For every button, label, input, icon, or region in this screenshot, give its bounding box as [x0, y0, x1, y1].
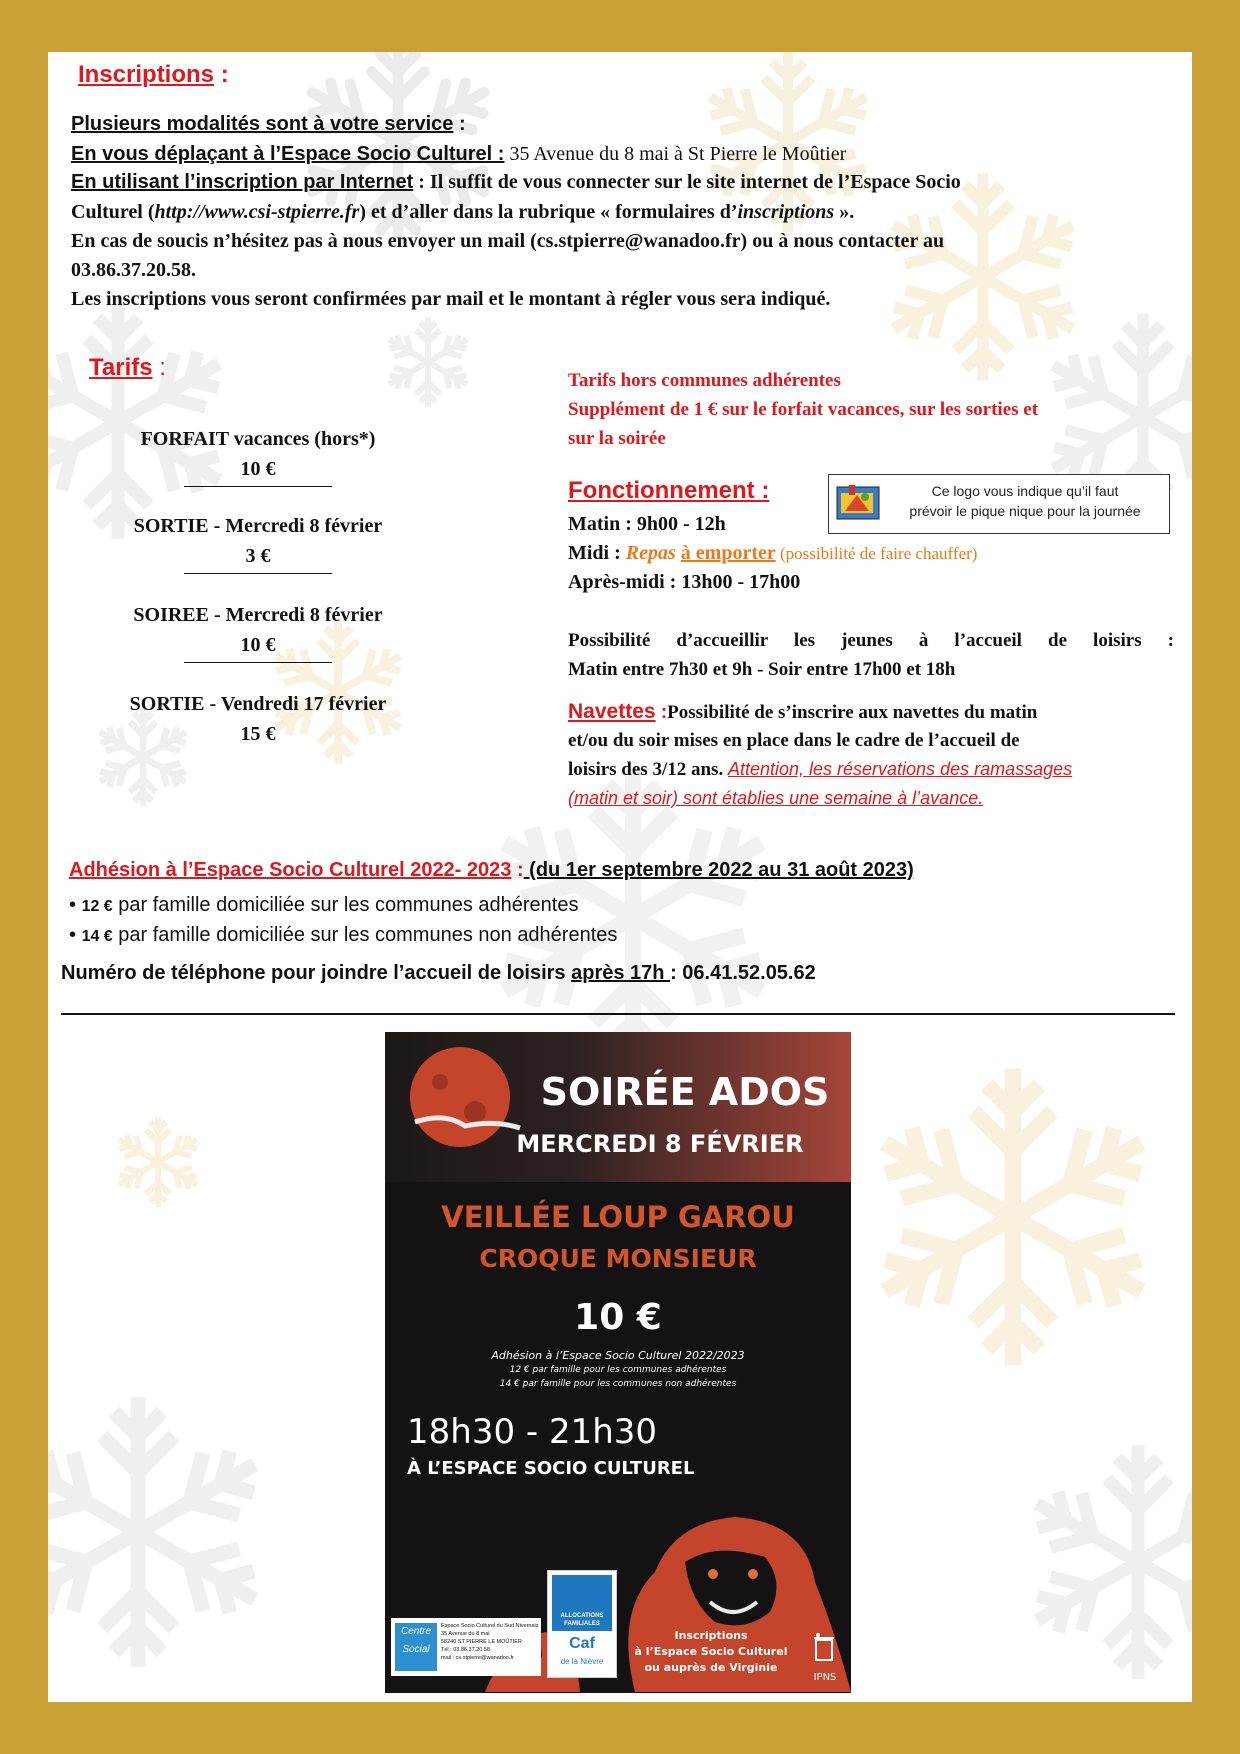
navettes-line-3: loisirs des 3/12 ans. Attention, les réservations des ramassages	[568, 759, 1073, 780]
poster-time: 18h30 - 21h30	[407, 1412, 658, 1452]
soucis-line-2: 03.86.37.20.58.	[71, 259, 196, 281]
accueil-line-1: Possibilité d’accueillir les jeunes à l’accueil de loisirs :	[568, 630, 1174, 651]
divider	[184, 662, 332, 663]
poster-activity-1: VEILLÉE LOUP GAROU	[441, 1200, 795, 1234]
fonctionnement-heading: Fonctionnement :	[568, 477, 770, 504]
poster-price: 10 €	[574, 1297, 662, 1338]
document-page	[48, 52, 1192, 1702]
confirmation-text: Les inscriptions vous seront confirmées par mail et le montant à régler vous sera indiqué.	[71, 288, 831, 310]
accueil-line-2: Matin entre 7h30 et 9h - Soir entre 17h00 et 18h	[568, 659, 956, 680]
tarifs-heading: Tarifs :	[89, 354, 166, 381]
centre-social-logo: Centre Social	[395, 1623, 437, 1671]
centre-social-logo-block	[391, 1618, 541, 1676]
hors-communes-line-2: sur la soirée	[568, 428, 666, 449]
deplacant-line: En vous déplaçant à l’Espace Socio Culturel : 35 Avenue du 8 mai à St Pierre le Moûtier	[71, 143, 847, 165]
poster-date: MERCREDI 8 FÉVRIER	[516, 1130, 804, 1158]
poster-activity-2: CROQUE MONSIEUR	[479, 1244, 757, 1273]
tarif-label: SOIREE - Mercredi 8 février	[133, 604, 383, 626]
poster-adhesion-3: 14 € par famille pour les communes non adhérentes	[499, 1379, 737, 1389]
navettes-line-2: et/ou du soir mises en place dans le cadre de l’accueil de	[568, 730, 1020, 751]
divider	[61, 1013, 1175, 1015]
internet-line-1: En utilisant l’inscription par Internet : Il suffit de vous connecter sur le site internet de l’Espace Socio	[71, 171, 961, 193]
hors-communes-line-1: Supplément de 1 € sur le forfait vacances, sur les sorties et	[568, 399, 1039, 420]
website-link[interactable]: http://www.csi-stpierre.fr	[154, 201, 360, 223]
poster-inscriptions: Inscriptions à l’Espace Socio Culturel ou auprès de Virginie	[634, 1629, 788, 1674]
tarif-label: SORTIE - Vendredi 17 février	[129, 693, 387, 715]
inscriptions-heading: Inscriptions :	[78, 61, 229, 88]
poster-address: Espace Socio Culturel du Sud Nivernais 35 Avenue du 8 mai 58240 ST PIERRE LE MOÛTIER Tél : 03.86.37.20.58 mail : cs.stpierre@wanadoo.fr	[441, 1623, 539, 1661]
tarif-item	[108, 600, 408, 663]
divider	[184, 573, 332, 574]
trash-bin-icon	[811, 1632, 837, 1662]
tarif-price: 3 €	[245, 545, 271, 567]
adhesion-item: • 12 € par famille domiciliée sur les communes adhérentes	[69, 894, 579, 916]
tarif-price: 10 €	[240, 458, 276, 480]
tarif-label: SORTIE - Mercredi 8 février	[133, 515, 383, 537]
tarif-label: FORFAIT vacances (hors*)	[140, 428, 376, 450]
tarif-price: 10 €	[240, 634, 276, 656]
hors-communes-title: Tarifs hors communes adhérentes	[568, 370, 841, 391]
modalites-heading: Plusieurs modalités sont à votre service :	[71, 113, 466, 135]
navettes-line-4: (matin et soir) sont établies une semaine à l’avance.	[568, 788, 984, 808]
poster-title: SOIRÉE ADOS	[540, 1070, 830, 1114]
internet-line-2: Culturel (http://www.csi-stpierre.fr) et d’aller dans la rubrique « formulaires d’inscriptions ».	[71, 201, 855, 223]
apresmidi-line: Après-midi : 13h00 - 17h00	[568, 571, 801, 593]
soucis-line-1: En cas de soucis n’hésitez pas à nous envoyer un mail (cs.stpierre@wanadoo.fr) ou à nous contacter au	[71, 230, 945, 252]
tarif-price: 15 €	[240, 723, 276, 745]
soiree-ados-poster	[385, 1032, 851, 1693]
matin-line: Matin : 9h00 - 12h	[568, 513, 726, 535]
logo-note-line-2: prévoir le pique nique pour la journée	[909, 503, 1141, 519]
poster-adhesion-2: 12 € par famille pour les communes adhérentes	[509, 1365, 727, 1375]
phone-line: Numéro de téléphone pour joindre l’accueil de loisirs après 17h : 06.41.52.05.62	[61, 962, 816, 984]
adhesion-item: • 14 € par famille domiciliée sur les communes non adhérentes	[69, 924, 618, 946]
picnic-basket-icon	[835, 481, 881, 525]
midi-line: Midi : Repas à emporter (possibilité de faire chauffer)	[568, 542, 978, 564]
adhesion-heading: Adhésion à l’Espace Socio Culturel 2022- 2023 : (du 1er septembre 2022 au 31 août 2023)	[69, 859, 914, 881]
tarif-item	[108, 511, 408, 574]
navettes-line-1: Navettes :Possibilité de s’inscrire aux navettes du matin	[568, 700, 1038, 723]
caf-logo: ALLOCATIONS FAMILIALES Caf de la Nièvre	[547, 1570, 617, 1678]
poster-adhesion-1: Adhésion à l’Espace Socio Culturel 2022/2023	[491, 1349, 745, 1362]
logo-note-line-1: Ce logo vous indique qu’il faut	[931, 483, 1119, 499]
tarif-item	[108, 424, 408, 487]
picnic-logo-note	[828, 474, 1170, 534]
tarif-item	[108, 689, 408, 749]
divider	[184, 486, 332, 487]
poster-place: À L’ESPACE SOCIO CULTUREL	[407, 1458, 695, 1479]
ipns-label: IPNS	[813, 1672, 837, 1683]
